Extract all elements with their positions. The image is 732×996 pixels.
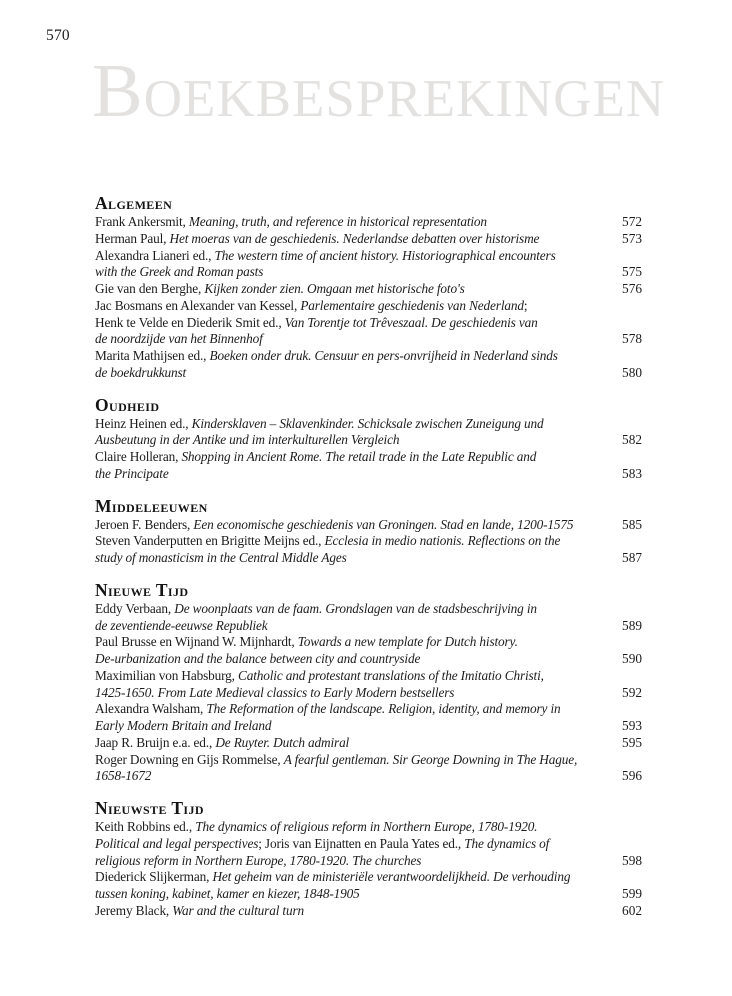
work-title-segment: tussen koning, kabinet, kamer en kiezer, 1848-1905 bbox=[95, 886, 360, 901]
section-heading: Nieuwe Tijd bbox=[95, 579, 189, 600]
author-segment: Gie van den Berghe, bbox=[95, 281, 205, 296]
toc-row bbox=[95, 416, 642, 433]
work-title-segment: Kindersklaven – Sklavenkinder. Schicksale zwischen Zuneigung und bbox=[191, 415, 544, 431]
table-of-contents bbox=[95, 193, 642, 920]
entry-text bbox=[95, 517, 573, 532]
work-title-segment: Een economische geschiedenis van Groningen. Stad en lande, 1200-1575 bbox=[193, 516, 574, 532]
work-title-segment: Meaning, truth, and reference in historical representation bbox=[188, 214, 487, 229]
author-segment: Marita Mathijsen ed., bbox=[95, 348, 210, 363]
work-title-segment: study of monasticism in the Central Middle Ages bbox=[95, 550, 347, 565]
toc-row bbox=[95, 550, 642, 567]
work-title-segment: Shopping in Ancient Rome. The retail trade in the Late Republic and bbox=[181, 449, 537, 464]
toc-row bbox=[95, 685, 642, 702]
work-title-segment: Ausbeutung in der Antike und im interkulturellen Vergleich bbox=[95, 432, 400, 448]
entry-text bbox=[95, 869, 570, 884]
entry-text bbox=[95, 701, 561, 716]
entry-text bbox=[95, 853, 421, 868]
work-title-segment: religious reform in Northern Europe, 1780-1920. The churches bbox=[95, 852, 422, 868]
entry-text bbox=[95, 264, 263, 279]
entry-page-number: 592 bbox=[622, 684, 642, 700]
entry-text bbox=[95, 348, 558, 363]
author-segment: Jeroen F. Benders, bbox=[95, 516, 194, 532]
entry-page-number: 585 bbox=[622, 516, 642, 532]
work-title-segment: Early Modern Britain and Ireland bbox=[95, 718, 272, 733]
entry-text bbox=[95, 248, 556, 263]
entry-text bbox=[95, 231, 539, 246]
entry-text bbox=[95, 668, 544, 683]
section-heading: Middeleeuwen bbox=[95, 495, 208, 516]
entry-page-number: 576 bbox=[622, 281, 642, 296]
work-title-segment: The dynamics of bbox=[464, 835, 550, 851]
entry-page-number: 575 bbox=[622, 264, 642, 280]
entry-page-number: 596 bbox=[622, 768, 642, 784]
author-segment: Alexandra Lianeri ed., bbox=[95, 247, 215, 263]
entry-text bbox=[95, 886, 360, 901]
entry-text bbox=[95, 416, 544, 431]
section-heading: Oudheid bbox=[95, 394, 160, 415]
author-segment: ; Joris van Eijnatten en Paula Yates ed., bbox=[258, 835, 465, 851]
author-segment: Jeremy Black, bbox=[95, 902, 173, 918]
entry-text bbox=[95, 718, 271, 733]
work-title-segment: Ecclesia in medio nationis. Reflections on the bbox=[324, 533, 561, 549]
toc-row bbox=[95, 701, 642, 718]
entry-text bbox=[95, 214, 487, 229]
toc-row bbox=[95, 853, 642, 870]
entry-text bbox=[95, 685, 454, 700]
entry-text bbox=[95, 449, 536, 464]
toc-row bbox=[95, 735, 642, 752]
author-segment: Heinz Heinen ed., bbox=[95, 415, 192, 431]
author-segment: Frank Ankersmit, bbox=[95, 214, 189, 229]
toc-row bbox=[95, 819, 642, 836]
entry-page-number: 593 bbox=[622, 718, 642, 733]
entry-text bbox=[95, 601, 537, 616]
author-segment: Herman Paul, bbox=[95, 230, 170, 246]
toc-row bbox=[95, 533, 642, 550]
entry-text bbox=[95, 315, 538, 330]
toc-row bbox=[95, 601, 642, 618]
toc-row bbox=[95, 365, 642, 382]
author-segment: Paul Brusse en Wijnand W. Mijnhardt, bbox=[95, 634, 298, 650]
entry-text bbox=[95, 550, 347, 565]
toc-row bbox=[95, 331, 642, 348]
page-title: Boekbesprekingen bbox=[92, 49, 666, 133]
work-title-segment: The western time of ancient history. Historiographical encounters bbox=[214, 247, 556, 263]
author-segment: Roger Downing en Gijs Rommelse, bbox=[95, 751, 284, 767]
work-title-segment: Parlementaire geschiedenis van Nederland bbox=[300, 297, 524, 313]
entry-page-number: 578 bbox=[622, 331, 642, 347]
author-segment: Alexandra Walsham, bbox=[95, 701, 207, 717]
author-segment: Henk te Velde en Diederik Smit ed., bbox=[95, 314, 285, 330]
entry-text bbox=[95, 533, 560, 548]
author-segment: Steven Vanderputten en Brigitte Meijns ed., bbox=[95, 533, 325, 549]
author-segment: Maximilian von Habsburg, bbox=[95, 667, 238, 683]
entry-page-number: 587 bbox=[622, 550, 642, 565]
entry-text bbox=[95, 651, 420, 666]
author-segment: Keith Robbins ed., bbox=[95, 819, 196, 834]
work-title-segment: De-urbanization and the balance between city and countryside bbox=[95, 651, 421, 666]
toc-row bbox=[95, 869, 642, 886]
work-title-segment: de zeventiende-eeuwse Republiek bbox=[95, 617, 268, 633]
entry-text bbox=[95, 903, 304, 918]
entry-text bbox=[95, 432, 399, 447]
toc-row bbox=[95, 768, 642, 785]
toc-row bbox=[95, 281, 642, 298]
entry-page-number: 599 bbox=[622, 886, 642, 901]
toc-row bbox=[95, 836, 642, 853]
toc-row bbox=[95, 903, 642, 920]
toc-row bbox=[95, 517, 642, 534]
toc-row bbox=[95, 214, 642, 231]
author-segment: Eddy Verbaan, bbox=[95, 600, 175, 616]
entry-page-number: 582 bbox=[622, 432, 642, 448]
work-title-segment: Kijken zonder zien. Omgaan met historische foto's bbox=[204, 281, 465, 296]
entry-text bbox=[95, 836, 549, 851]
entry-text bbox=[95, 331, 263, 346]
entry-text bbox=[95, 365, 186, 380]
work-title-segment: Het geheim van de ministeriële verantwoordelijkheid. De verhouding bbox=[212, 869, 571, 885]
work-title-segment: The dynamics of religious reform in Northern Europe, 1780-1920. bbox=[195, 819, 538, 834]
entry-page-number: 590 bbox=[622, 651, 642, 666]
toc-row bbox=[95, 348, 642, 365]
entry-text bbox=[95, 735, 349, 750]
toc-row bbox=[95, 248, 642, 265]
work-title-segment: De Ruyter. Dutch admiral bbox=[215, 734, 350, 750]
work-title-segment: War and the cultural turn bbox=[172, 902, 304, 918]
entry-page-number: 573 bbox=[622, 230, 642, 246]
entry-text bbox=[95, 298, 527, 313]
author-segment: ; bbox=[523, 297, 528, 313]
work-title-segment: Catholic and protestant translations of the Imitatio Christi, bbox=[238, 667, 544, 683]
work-title-segment: de boekdrukkunst bbox=[95, 364, 187, 380]
entry-page-number: 595 bbox=[622, 734, 642, 750]
folio-page-number: 570 bbox=[46, 27, 70, 44]
section-heading: Algemeen bbox=[95, 193, 173, 213]
work-title-segment: the Principate bbox=[95, 465, 169, 481]
toc-row bbox=[95, 231, 642, 248]
toc-row bbox=[95, 634, 642, 651]
entry-page-number: 602 bbox=[622, 902, 642, 918]
work-title-segment: De woonplaats van de faam. Grondslagen van de stadsbeschrijving in bbox=[174, 600, 537, 616]
work-title-segment: Boeken onder druk. Censuur en pers-onvrijheid in Nederland sinds bbox=[209, 348, 558, 363]
entry-text bbox=[95, 819, 537, 834]
entry-text bbox=[95, 752, 577, 767]
toc-row bbox=[95, 886, 642, 903]
entry-page-number: 598 bbox=[622, 852, 642, 868]
toc-row bbox=[95, 718, 642, 735]
entry-page-number: 580 bbox=[622, 364, 642, 380]
toc-row bbox=[95, 264, 642, 281]
author-segment: Claire Holleran, bbox=[95, 449, 182, 464]
author-segment: Diederick Slijkerman, bbox=[95, 869, 213, 885]
entry-page-number: 583 bbox=[622, 465, 642, 481]
entry-text bbox=[95, 618, 268, 633]
work-title-segment: Political and legal perspectives bbox=[95, 835, 259, 851]
toc-row bbox=[95, 752, 642, 769]
entry-text bbox=[95, 281, 465, 296]
author-segment: Jac Bosmans en Alexander van Kessel, bbox=[95, 297, 301, 313]
work-title-segment: with the Greek and Roman pasts bbox=[95, 264, 264, 280]
work-title-segment: A fearful gentleman. Sir George Downing in The Hague, bbox=[283, 751, 578, 767]
toc-row bbox=[95, 668, 642, 685]
toc-row bbox=[95, 298, 642, 315]
toc-row bbox=[95, 618, 642, 635]
entry-text bbox=[95, 768, 151, 783]
entry-page-number: 589 bbox=[622, 617, 642, 633]
author-segment: Jaap R. Bruijn e.a. ed., bbox=[95, 734, 216, 750]
work-title-segment: Het moeras van de geschiedenis. Nederlandse debatten over historisme bbox=[169, 230, 540, 246]
toc-row bbox=[95, 449, 642, 466]
section-heading: Nieuwste Tijd bbox=[95, 798, 204, 818]
work-title-segment: Van Torentje tot Trêveszaal. De geschiedenis van bbox=[284, 314, 538, 330]
entry-text bbox=[95, 466, 169, 481]
work-title-segment: 1658-1672 bbox=[95, 768, 152, 784]
toc-row bbox=[95, 315, 642, 332]
work-title-segment: de noordzijde van het Binnenhof bbox=[95, 331, 263, 347]
entry-text bbox=[95, 634, 518, 649]
work-title-segment: The Reformation of the landscape. Religion, identity, and memory in bbox=[206, 701, 561, 717]
toc-row bbox=[95, 432, 642, 449]
work-title-segment: Towards a new template for Dutch history. bbox=[297, 634, 518, 650]
toc-row bbox=[95, 466, 642, 483]
entry-page-number: 572 bbox=[622, 214, 642, 229]
toc-row bbox=[95, 651, 642, 668]
work-title-segment: 1425-1650. From Late Medieval classics to Early Modern bestsellers bbox=[95, 684, 455, 700]
